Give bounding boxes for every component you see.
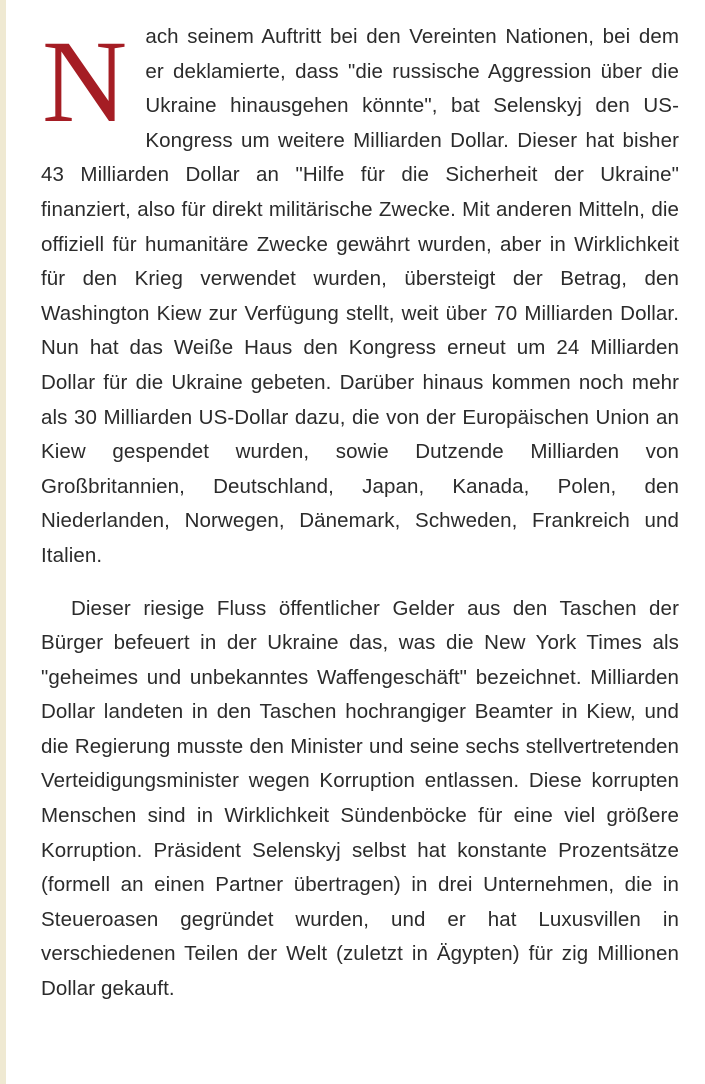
page-left-border: [0, 0, 6, 1084]
paragraph-1-text: ach seinem Auftritt bei den Vereinten Nationen, bei dem er deklamierte, dass "die russische Aggression über die Ukraine hinausgehen könnte", bat Selenskyj den US-Kongress um weitere Milliarden Dollar. Dieser hat bisher 43 Milliarden Dollar an "Hilfe für die Sicherheit der Ukraine" finanziert, also für direkt militärische Zwecke. Mit anderen Mitteln, die offiziell für humanitäre Zwecke gewährt wurden, aber in Wirklichkeit für den Krieg verwendet wurden, übersteigt der Betrag, den Washington Kiew zur Verfügung stellt, weit über 70 Milliarden Dollar. Nun hat das Weiße Haus den Kongress erneut um 24 Milliarden Dollar für die Ukraine gebeten. Darüber hinaus kommen noch mehr als 30 Milliarden US-Dollar dazu, die von der Europäischen Union an Kiew gespendet wurden, sowie Dutzende Milliarden von Großbritannien, Deutschland, Japan, Kanada, Polen, den Niederlanden, Norwegen, Dänemark, Schweden, Frankreich und Italien.: [41, 25, 679, 567]
paragraph-2: [41, 592, 679, 1007]
paragraph-1: [41, 16, 679, 574]
paragraph-2-text: Dieser riesige Fluss öffentlicher Gelder aus den Taschen der Bürger befeuert in der Ukraine das, was die New York Times als "geheimes und unbekanntes Waffengeschäft" bezeichnet. Milliarden Dollar landeten in den Taschen hochrangiger Beamter in Kiew, und die Regierung musste den Minister und seine sechs stellvertretenden Verteidigungsminister wegen Korruption entlassen. Diese korrupten Menschen sind in Wirklichkeit Sündenböcke für eine viel größere Korruption. Präsident Selenskyj selbst hat konstante Prozentsätze (formell an einen Partner übertragen) in drei Unternehmen, die in Steueroasen gegründet wurden, und er hat Luxusvillen in verschiedenen Teilen der Welt (zuletzt in Ägypten) für zig Millionen Dollar gekauft.: [41, 596, 679, 1001]
drop-cap-letter: N: [42, 16, 128, 147]
article-body: [41, 16, 679, 1007]
